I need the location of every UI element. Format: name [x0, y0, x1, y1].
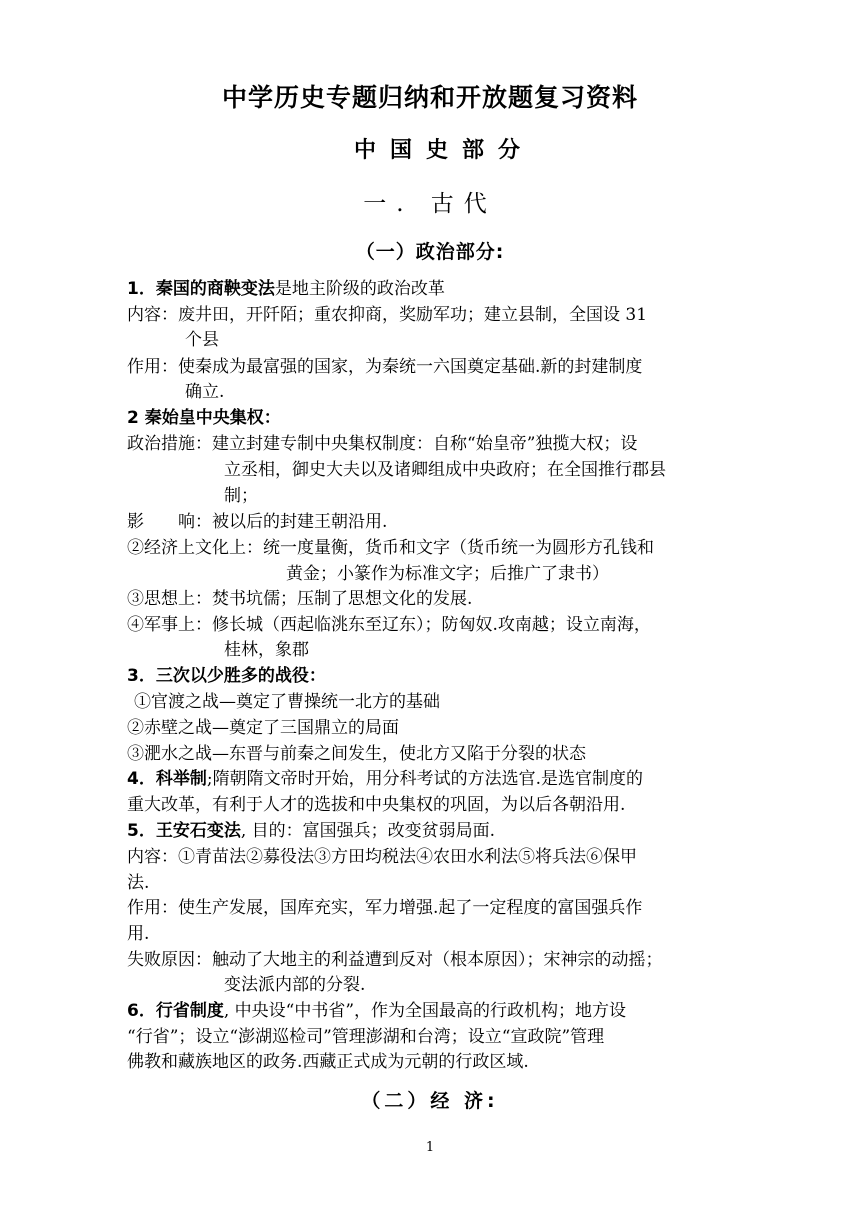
item-5-effect: 作用：使生产发展，国库充实，军力增强.起了一定程度的富国强兵作: [127, 898, 643, 918]
item-2-thought: ③思想上：焚书坑儒；压制了思想文化的发展.: [127, 589, 473, 609]
item-2-heading: 2 秦始皇中央集权：: [127, 408, 281, 428]
item-4-line: [127, 767, 643, 791]
item-2-economy: ②经济上文化上：统一度量衡，货币和文字（货币统一为圆形方孔钱和: [127, 538, 654, 558]
item-5-heading: 5．王安石变法: [127, 821, 241, 841]
chapter-title: 一. 古代: [363, 191, 497, 217]
item-1-heading: 1．秦国的商鞅变法: [127, 279, 275, 299]
item-6-text-cont-1: “行省”；设立“澎湖巡检司”管理澎湖和台湾；设立“宣政院”管理: [127, 1027, 605, 1047]
item-1-content-cont: 个县: [185, 330, 219, 350]
item-6-heading: 6．行省制度: [127, 1001, 224, 1021]
item-4-text: ;隋朝隋文帝时开始，用分科考试的方法选官.是选官制度的: [206, 769, 643, 789]
item-5-content-cont: 法.: [127, 873, 150, 893]
item-2-military: ④军事上：修长城（西起临洮东至辽东）；防匈奴.攻南越；设立南海，: [127, 615, 651, 635]
item-5-line: [127, 819, 495, 843]
item-3-heading: 3．三次以少胜多的战役：: [127, 666, 326, 686]
item-1-heading-line: [127, 277, 445, 301]
item-1-content: 内容：废井田，开阡陌；重农抑商，奖励军功；建立县制，全国设 31: [127, 305, 648, 325]
document-title: 中学历史专题归纳和开放题复习资料: [221, 83, 638, 112]
item-3-battle-3: ③淝水之战—东晋与前秦之间发生，使北方又陷于分裂的状态: [127, 744, 586, 764]
section-heading-economy: （二）经 济:: [361, 1090, 499, 1112]
item-4-text-cont: 重大改革，有利于人才的选拔和中央集权的巩固，为以后各朝沿用.: [127, 795, 626, 815]
page-number: 1: [425, 1140, 435, 1155]
item-2-political-cont-1: 立丞相，御史大夫以及诸卿组成中央政府；在全国推行郡县: [224, 460, 666, 480]
item-3-battle-2: ②赤壁之战—奠定了三国鼎立的局面: [127, 718, 399, 738]
item-6-line: [127, 999, 626, 1023]
item-1-effect-cont: 确立.: [185, 382, 225, 402]
item-6-text-cont-2: 佛教和藏族地区的政务.西藏正式成为元朝的行政区域.: [127, 1052, 529, 1072]
item-2-military-cont: 桂林，象郡: [224, 640, 309, 660]
item-5-content: 内容：①青苗法②募役法③方田均税法④农田水利法⑤将兵法⑥保甲: [127, 847, 637, 867]
item-6-text: , 中央设“中书省”，作为全国最高的行政机构；地方设: [223, 1001, 627, 1021]
item-2-economy-cont: 黄金；小篆作为标准文字；后推广了隶书）: [286, 564, 609, 584]
item-1-effect: 作用：使秦成为最富强的国家，为秦统一六国奠定基础.新的封建制度: [127, 357, 643, 377]
item-5-text: , 目的：富国强兵；改变贫弱局面.: [240, 821, 496, 841]
item-5-failure: 失败原因：触动了大地主的利益遭到反对（根本原因）；宋神宗的动摇；: [127, 950, 663, 970]
item-4-heading: 4．科举制: [127, 769, 207, 789]
section-heading-politics: （一）政治部分:: [355, 241, 505, 263]
part-title: 中国史部分: [353, 138, 534, 163]
item-5-failure-cont: 变法派内部的分裂.: [224, 975, 366, 995]
item-3-battle-1: ①官渡之战—奠定了曹操统一北方的基础: [134, 692, 440, 712]
item-2-influence: 影 响：被以后的封建王朝沿用.: [127, 512, 388, 532]
item-2-political-cont-2: 制；: [224, 486, 258, 506]
item-1-heading-rest: 是地主阶级的政治改革: [274, 279, 445, 299]
item-2-political: 政治措施：建立封建专制中央集权制度：自称“始皇帝”独揽大权；设: [127, 434, 638, 454]
item-5-effect-cont: 用.: [127, 924, 150, 944]
